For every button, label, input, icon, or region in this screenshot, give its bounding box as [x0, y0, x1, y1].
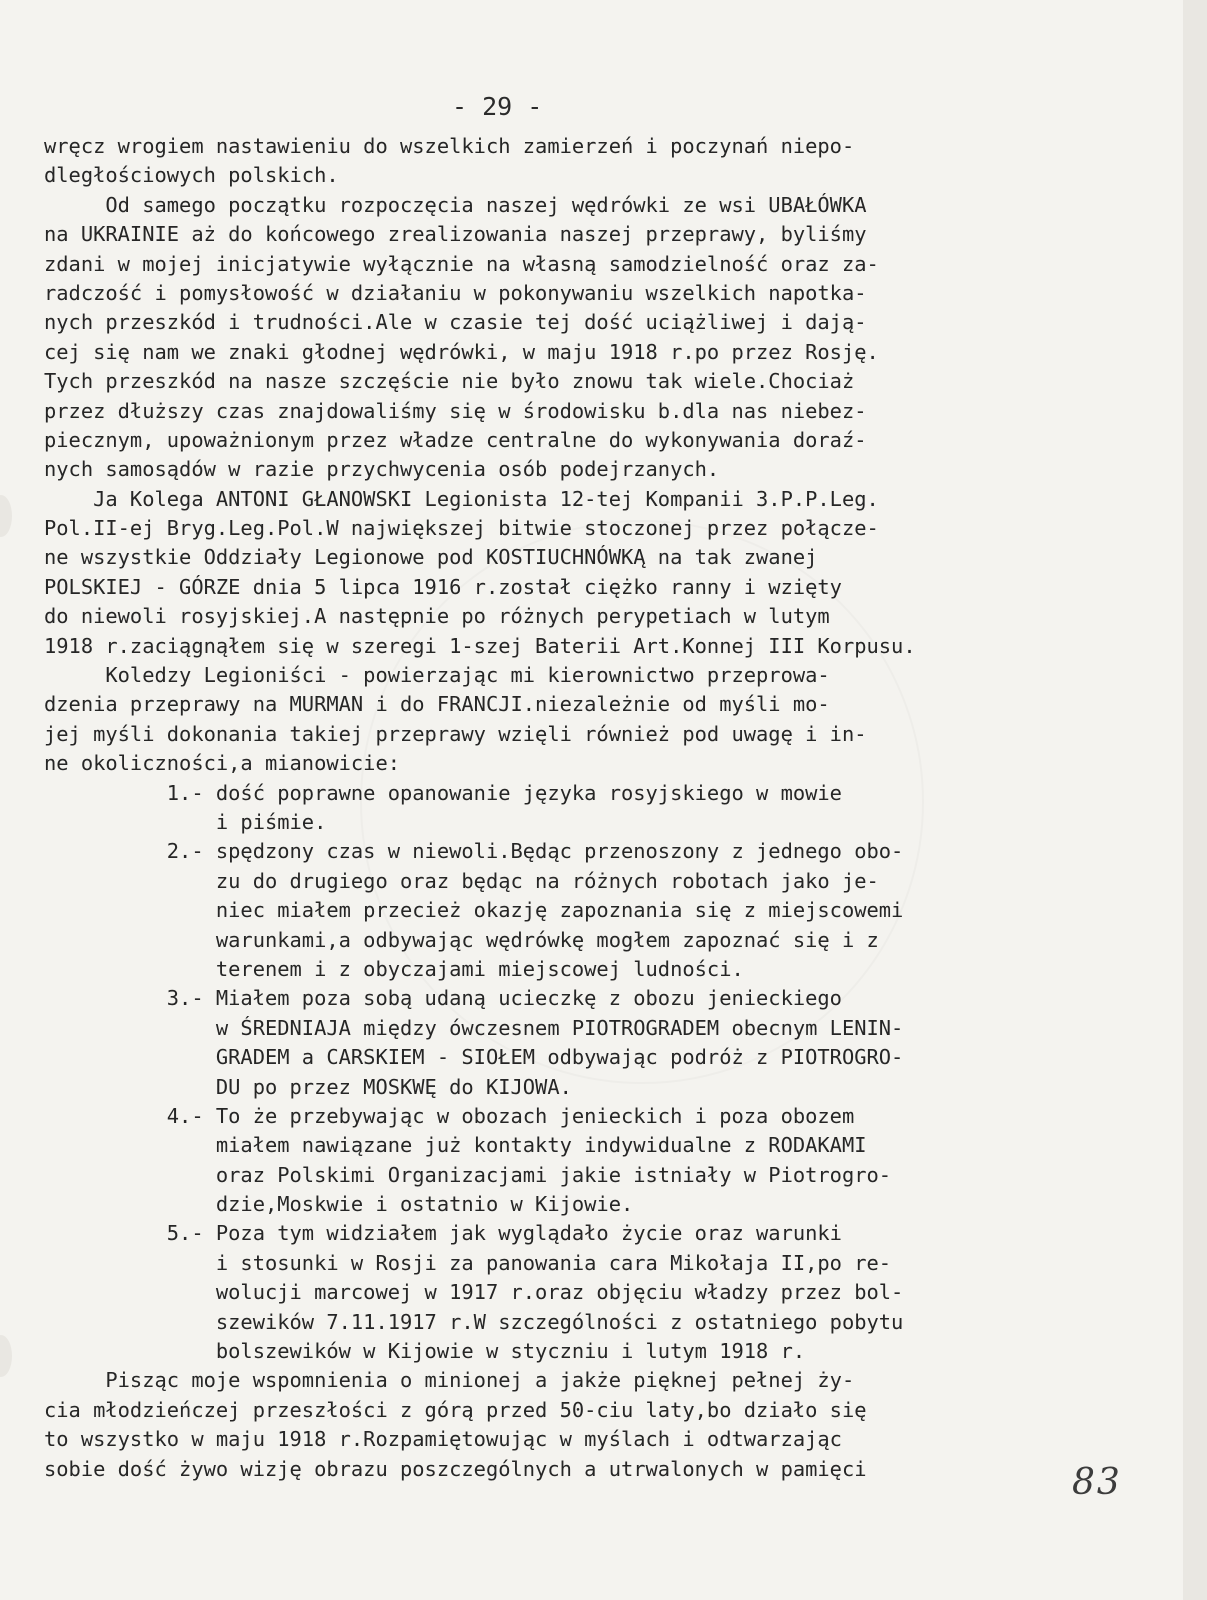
text-line: warunkami,a odbywając wędrówkę mogłem zapoznać się i z: [44, 927, 879, 952]
text-line: Koledzy Legioniści - powierzając mi kierownictwo przeprowa-: [44, 663, 830, 688]
text-line: POLSKIEJ - GÓRZE dnia 5 lipca 1916 r.został ciężko ranny i wzięty: [44, 574, 842, 599]
page-number: - 29 -: [452, 92, 543, 121]
text-line: terenem i z obyczajami miejscowej ludności.: [44, 956, 744, 981]
text-line: nych samosądów w razie przychwycenia osób podejrzanych.: [44, 457, 720, 482]
text-line: sobie dość żywo wizję obrazu poszczególnych a utrwalonych w pamięci: [44, 1456, 867, 1481]
text-line: cej się nam we znaki głodnej wędrówki, w maju 1918 r.po przez Rosję.: [44, 339, 879, 364]
text-line: Ja Kolega ANTONI GŁANOWSKI Legionista 12-tej Kompanii 3.P.P.Leg.: [44, 486, 879, 511]
text-line: ne okoliczności,a mianowicie:: [44, 751, 401, 776]
text-line: jej myśli dokonania takiej przeprawy wzięli również pod uwagę i in-: [44, 721, 867, 746]
text-line: i stosunki w Rosji za panowania cara Mikołaja II,po re-: [44, 1250, 892, 1275]
text-line: 2.- spędzony czas w niewoli.Będąc przenoszony z jednego obo-: [44, 839, 904, 864]
text-line: 1918 r.zaciągnąłem się w szeregi 1-szej Baterii Art.Konnej III Korpusu.: [44, 633, 916, 658]
text-line: 5.- Poza tym widziałem jak wyglądało życie oraz warunki: [44, 1221, 842, 1246]
text-line: Pisząc moje wspomnienia o minionej a jakże pięknej pełnej ży-: [44, 1368, 855, 1393]
text-line: cia młodzieńczej przeszłości z górą przed 50-ciu laty,bo działo się: [44, 1397, 867, 1422]
text-line: radczość i pomysłowość w działaniu w pokonywaniu wszelkich napotka-: [44, 280, 867, 305]
text-line: dległościowych polskich.: [44, 163, 339, 188]
text-line: bolszewików w Kijowie w styczniu i lutym 1918 r.: [44, 1339, 806, 1364]
text-line: do niewoli rosyjskiej.A następnie po różnych perypetiach w lutym: [44, 604, 830, 629]
text-line: 1.- dość poprawne opanowanie języka rosyjskiego w mowie: [44, 780, 842, 805]
text-line: dzenia przeprawy na MURMAN i do FRANCJI.niezależnie od myśli mo-: [44, 692, 830, 717]
typed-text-body: [44, 132, 1149, 1484]
text-line: w ŚREDNIAJA między ówczesnem PIOTROGRADEM obecnym LENIN-: [44, 1015, 904, 1040]
text-line: Tych przeszkód na nasze szczęście nie było znowu tak wiele.Chociaż: [44, 369, 855, 394]
text-line: szewików 7.11.1917 r.W szczególności z ostatniego pobytu: [44, 1309, 904, 1334]
text-line: zdani w mojej inicjatywie wyłącznie na własną samodzielność oraz za-: [44, 251, 879, 276]
punch-hole: [0, 1335, 12, 1377]
text-line: DU po przez MOSKWĘ do KIJOWA.: [44, 1074, 572, 1099]
text-line: Pol.II-ej Bryg.Leg.Pol.W największej bitwie stoczonej przez połącze-: [44, 516, 879, 541]
text-line: 4.- To że przebywając w obozach jenieckich i poza obozem: [44, 1103, 855, 1128]
text-line: dzie,Moskwie i ostatnio w Kijowie.: [44, 1192, 634, 1217]
text-line: piecznym, upoważnionym przez władze centralne do wykonywania doraź-: [44, 427, 867, 452]
handwritten-page-number: 83: [1072, 1462, 1122, 1503]
text-line: 3.- Miałem poza sobą udaną ucieczkę z obozu jenieckiego: [44, 986, 842, 1011]
text-line: i piśmie.: [44, 809, 327, 834]
text-line: miałem nawiązane już kontakty indywidualne z RODAKAMI: [44, 1133, 867, 1158]
text-line: GRADEM a CARSKIEM - SIOŁEM odbywając podróż z PIOTROGRO-: [44, 1045, 904, 1070]
text-line: wolucji marcowej w 1917 r.oraz objęciu władzy przez bol-: [44, 1280, 904, 1305]
text-line: nych przeszkód i trudności.Ale w czasie tej dość uciążliwej i dają-: [44, 310, 867, 335]
text-line: to wszystko w maju 1918 r.Rozpamiętowując w myślach i odtwarzając: [44, 1427, 842, 1452]
text-line: na UKRAINIE aż do końcowego zrealizowania naszej przeprawy, byliśmy: [44, 222, 867, 247]
text-line: ne wszystkie Oddziały Legionowe pod KOSTIUCHNÓWKĄ na tak zwanej: [44, 545, 818, 570]
text-line: wręcz wrogiem nastawieniu do wszelkich zamierzeń i poczynań niepo-: [44, 134, 855, 158]
punch-hole: [0, 495, 12, 537]
text-line: Od samego początku rozpoczęcia naszej wędrówki ze wsi UBAŁÓWKA: [44, 192, 867, 217]
text-line: przez dłuższy czas znajdowaliśmy się w środowisku b.dla nas niebez-: [44, 398, 867, 423]
text-line: niec miałem przecież okazję zapoznania się z miejscowemi: [44, 898, 904, 923]
text-line: oraz Polskimi Organizacjami jakie istniały w Piotrogro-: [44, 1162, 892, 1187]
text-line: zu do drugiego oraz będąc na różnych robotach jako je-: [44, 868, 879, 893]
